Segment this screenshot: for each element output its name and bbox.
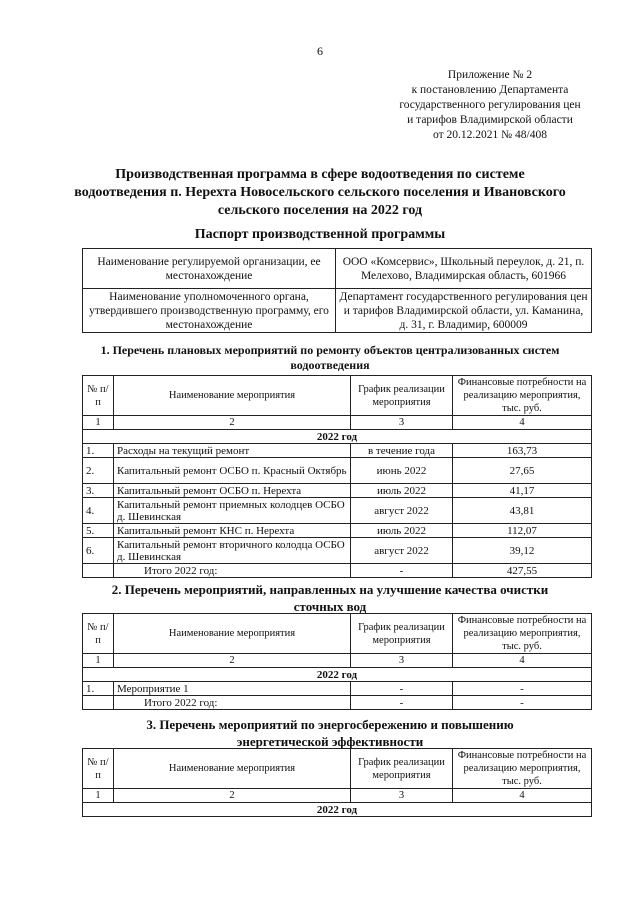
row-schedule: в течение года bbox=[351, 444, 453, 458]
row-num: 2. bbox=[83, 458, 114, 484]
col-number: 1 bbox=[83, 789, 114, 803]
table-row bbox=[83, 524, 592, 538]
row-name: Мероприятие 1 bbox=[114, 682, 351, 696]
annex-block bbox=[380, 68, 600, 143]
row-num: 1. bbox=[83, 444, 114, 458]
row-name: Капитальный ремонт ОСБО п. Нерехта bbox=[114, 484, 351, 498]
row-name: Капитальный ремонт вторичного колодца ОСБО д. Шевинская bbox=[114, 538, 351, 564]
table-header-row bbox=[83, 614, 592, 654]
table-row bbox=[83, 458, 592, 484]
column-number-row bbox=[83, 654, 592, 668]
table-header-row bbox=[83, 749, 592, 789]
section-2-table bbox=[82, 613, 592, 710]
year-row bbox=[83, 803, 592, 817]
row-num: 3. bbox=[83, 484, 114, 498]
header-schedule: График реализации мероприятия bbox=[351, 749, 453, 789]
column-number-row bbox=[83, 416, 592, 430]
row-schedule: июнь 2022 bbox=[351, 458, 453, 484]
total-schedule: - bbox=[351, 564, 453, 578]
col-number: 3 bbox=[351, 654, 453, 668]
header-schedule: График реализации мероприятия bbox=[351, 376, 453, 416]
total-empty-cell bbox=[83, 696, 114, 710]
total-amount: 427,55 bbox=[453, 564, 592, 578]
col-number: 2 bbox=[114, 416, 351, 430]
passport-label: Наименование регулируемой организации, ее местонахождение bbox=[83, 249, 336, 289]
document-title: Производственная программа в сфере водоотведения по системе водоотведения п. Нерехта Новосельского сельского поселения и Ивановского сельского поселения на 2022 год bbox=[74, 167, 566, 218]
column-number-row bbox=[83, 789, 592, 803]
row-num: 5. bbox=[83, 524, 114, 538]
year-row bbox=[83, 668, 592, 682]
row-schedule: - bbox=[351, 682, 453, 696]
row-num: 1. bbox=[83, 682, 114, 696]
page-number: 6 bbox=[317, 44, 323, 58]
total-row bbox=[83, 564, 592, 578]
col-number: 4 bbox=[453, 789, 592, 803]
row-amount: 41,17 bbox=[453, 484, 592, 498]
total-row bbox=[83, 696, 592, 710]
table-row bbox=[83, 444, 592, 458]
total-schedule: - bbox=[351, 696, 453, 710]
passport-table bbox=[82, 248, 592, 333]
row-amount: 39,12 bbox=[453, 538, 592, 564]
table-row bbox=[83, 682, 592, 696]
row-amount: 163,73 bbox=[453, 444, 592, 458]
col-number: 4 bbox=[453, 654, 592, 668]
col-number: 1 bbox=[83, 654, 114, 668]
header-finance: Финансовые потребности на реализацию мероприятия, тыс. руб. bbox=[453, 376, 592, 416]
col-number: 4 bbox=[453, 416, 592, 430]
header-num: № п/п bbox=[83, 614, 114, 654]
year-label: 2022 год bbox=[83, 803, 592, 817]
year-row bbox=[83, 430, 592, 444]
col-number: 1 bbox=[83, 416, 114, 430]
header-schedule: График реализации мероприятия bbox=[351, 614, 453, 654]
header-name: Наименование мероприятия bbox=[114, 376, 351, 416]
row-num: 6. bbox=[83, 538, 114, 564]
table-header-row bbox=[83, 376, 592, 416]
row-schedule: июль 2022 bbox=[351, 524, 453, 538]
header-finance: Финансовые потребности на реализацию мероприятия, тыс. руб. bbox=[453, 749, 592, 789]
year-label: 2022 год bbox=[83, 668, 592, 682]
annex-line: к постановлению Департамента bbox=[411, 84, 569, 96]
table-row bbox=[83, 498, 592, 524]
section-1-title: 1. Перечень плановых мероприятий по ремонту объектов централизованных систем водоотведения bbox=[100, 343, 560, 372]
passport-value: Департамент государственного регулирования цен и тарифов Владимирской области, ул. Каманина, д. 31, г. Владимир, 600009 bbox=[336, 289, 592, 333]
passport-label: Наименование уполномоченного органа, утвердившего производственную программу, его местонахождение bbox=[83, 289, 336, 333]
col-number: 3 bbox=[351, 789, 453, 803]
passport-row bbox=[83, 289, 592, 333]
col-number: 3 bbox=[351, 416, 453, 430]
total-amount: - bbox=[453, 696, 592, 710]
row-amount: 27,65 bbox=[453, 458, 592, 484]
row-schedule: август 2022 bbox=[351, 538, 453, 564]
annex-line: от 20.12.2021 № 48/408 bbox=[433, 129, 547, 141]
passport-row bbox=[83, 249, 592, 289]
row-amount: - bbox=[453, 682, 592, 696]
row-name: Капитальный ремонт КНС п. Нерехта bbox=[114, 524, 351, 538]
passport-value: ООО «Комсервис», Школьный переулок, д. 21, п. Мелехово, Владимирская область, 601966 bbox=[336, 249, 592, 289]
passport-title: Паспорт производственной программы bbox=[194, 227, 446, 242]
row-amount: 112,07 bbox=[453, 524, 592, 538]
col-number: 2 bbox=[114, 654, 351, 668]
section-3-title: 3. Перечень мероприятий по энергосбережению и повышению энергетической эффективности bbox=[146, 717, 514, 749]
annex-line: и тарифов Владимирской области bbox=[407, 114, 573, 126]
header-num: № п/п bbox=[83, 376, 114, 416]
total-label: Итого 2022 год: bbox=[114, 564, 351, 578]
header-num: № п/п bbox=[83, 749, 114, 789]
table-row bbox=[83, 538, 592, 564]
row-schedule: июль 2022 bbox=[351, 484, 453, 498]
section-2-title: 2. Перечень мероприятий, направленных на улучшение качества очистки сточных вод bbox=[111, 582, 549, 614]
header-finance: Финансовые потребности на реализацию мероприятия, тыс. руб. bbox=[453, 614, 592, 654]
total-empty-cell bbox=[83, 564, 114, 578]
row-amount: 43,81 bbox=[453, 498, 592, 524]
section-3-table bbox=[82, 748, 592, 817]
header-name: Наименование мероприятия bbox=[114, 614, 351, 654]
row-schedule: август 2022 bbox=[351, 498, 453, 524]
year-label: 2022 год bbox=[83, 430, 592, 444]
section-1-table bbox=[82, 375, 592, 578]
row-name: Расходы на текущий ремонт bbox=[114, 444, 351, 458]
row-name: Капитальный ремонт ОСБО п. Красный Октябрь bbox=[114, 458, 351, 484]
header-name: Наименование мероприятия bbox=[114, 749, 351, 789]
total-label: Итого 2022 год: bbox=[114, 696, 351, 710]
annex-line: государственного регулирования цен bbox=[399, 99, 581, 111]
row-name: Капитальный ремонт приемных колодцев ОСБО д. Шевинская bbox=[114, 498, 351, 524]
col-number: 2 bbox=[114, 789, 351, 803]
annex-line: Приложение № 2 bbox=[447, 69, 533, 81]
row-num: 4. bbox=[83, 498, 114, 524]
table-row bbox=[83, 484, 592, 498]
